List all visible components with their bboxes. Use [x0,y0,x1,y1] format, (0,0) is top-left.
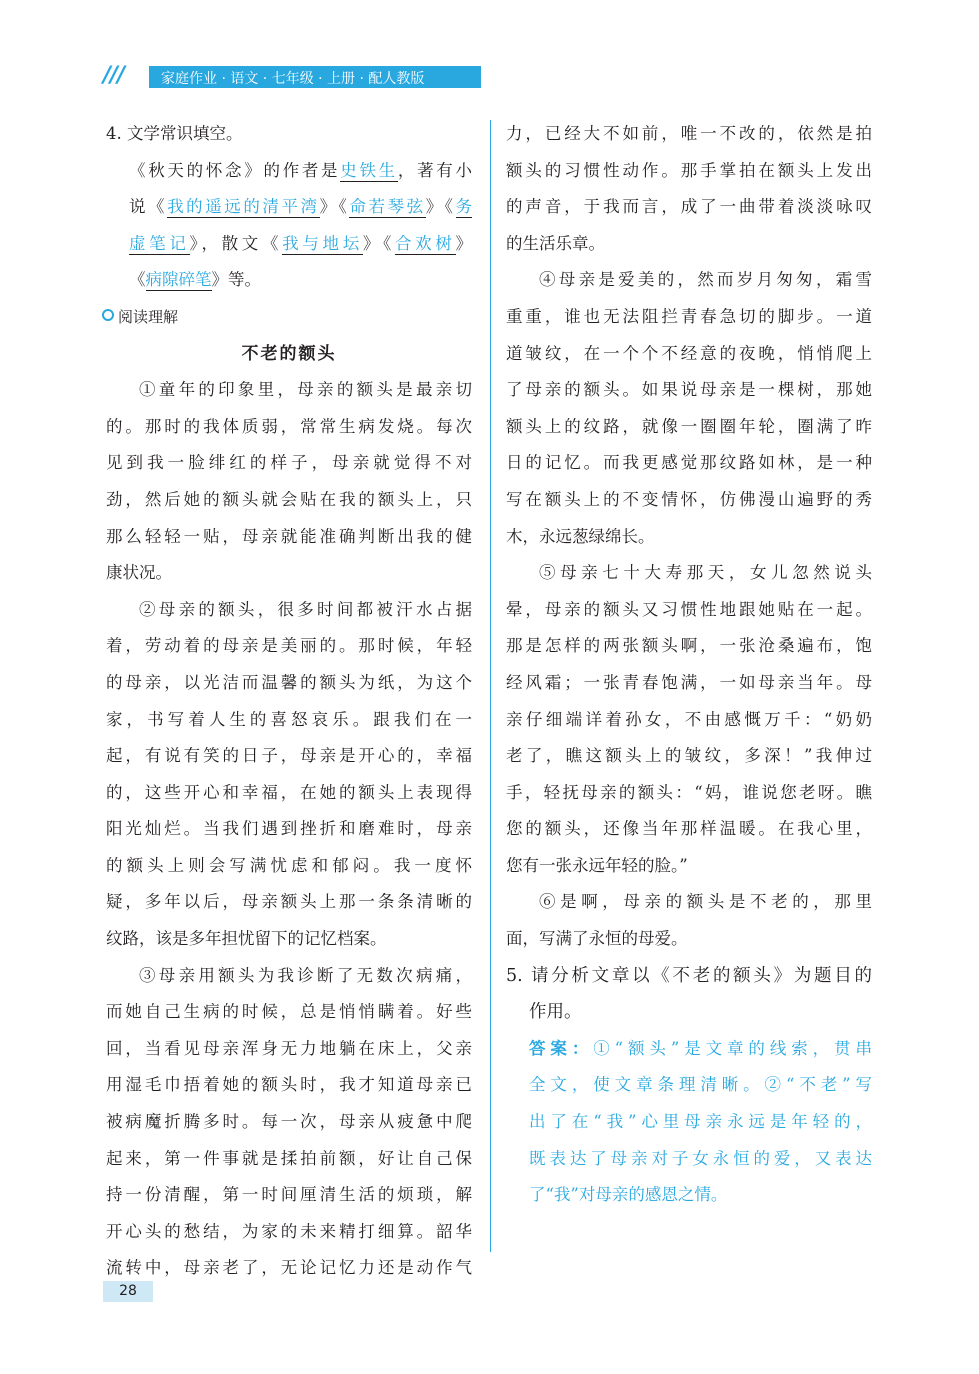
text-line: 疑，多年以后，母亲额头上那一条条清晰的 [106,892,472,912]
page-header [103,63,481,88]
text-line: 家，书写着人生的喜怒哀乐。跟我们在一 [106,709,472,729]
answer-novel-3: 务 [455,197,473,217]
text-line: 那么轻轻一贴，母亲就能准确判断出我的健 [106,526,472,546]
answer-line: 既表达了母亲对子女永恒的爱，又表达 [529,1148,872,1168]
text-line: 亲仔细端详着孙女，不由感慨万千：“奶奶 [506,709,872,729]
text-line: 经风霜；一张青春饱满，一如母亲当年。母 [506,672,872,692]
text-line: 用湿毛巾捂着她的额头时，我才知道母亲已 [106,1075,472,1095]
question-4-line: 《秋天的怀念》的作者是史铁生，著有小 [129,160,473,180]
right-column [506,116,872,1214]
text-line: ④母亲是爱美的，然而岁月匆匆，霜雪 [539,270,872,290]
text-line: 流转中，母亲老了，无论记忆力还是动作气 [106,1258,472,1278]
text-line: 您的额头，还像当年那样温暖。在我心里， [506,819,872,839]
text-line: 的生活乐章。 [506,233,605,253]
text-line: ②母亲的额头，很多时间都被汗水占据 [139,599,472,619]
text-line: 见到我一脸绯红的样子，母亲就觉得不对 [106,453,472,473]
text-line: 纹路，该是多年担忧留下的记忆档案 • • • •。 [106,921,472,958]
section-heading: 阅读理解 [106,299,472,336]
question-5-stem: 5. 请分析文章以《不老的额头》为题目的 [506,965,872,986]
text-line: 您有一张永远年轻的脸。” [506,855,688,875]
question-4-line: 《病隙碎笔》等。 [129,270,261,290]
text-line: 额头上的纹路，就像一圈圈年轮，圈满了昨 [506,416,872,436]
text-line: 被病魔折腾多时。每一次，母亲从疲惫中爬 [106,1112,472,1132]
header-title: 家庭作业 · 语文 · 七年级 · 上册 · 配人教版 [161,71,425,87]
text-line: ①童年的印象里，母亲的额头是最亲切 [139,380,472,400]
answer-label: 答案： [529,1038,594,1058]
text-line: 康状况。 [106,563,172,583]
text-line: 而她自己生病的时候，总是悄悄瞒着。好些 [106,1002,472,1022]
article-title: 不老的额头 [241,343,337,364]
text-line: 额头的习惯性动作。那手掌拍在额头上发出 [506,160,872,180]
text-line: 起来，第一件事就是揉拍前额，好让自己保 [106,1148,472,1168]
text-line: 道皱纹，在一个个不经意的夜晚，悄悄爬上 [506,343,872,363]
answer-essay-2: 合欢树 [395,233,456,253]
answer-author: 史铁生 [340,160,398,180]
text-line: 的声音，于我而言，成了一曲带着淡淡咏叹 [506,197,872,217]
page-number: 28 [103,1281,153,1302]
header-slashes: /// [103,63,125,88]
question-4-stem: 4. 文学常识填空。 [106,124,243,143]
answer-novel-3-cont: 虚笔记 [129,233,190,253]
text-line: ⑥是啊，母亲的额头是不老的，那里 [539,892,872,912]
text-line: 木，永远葱绿绵长。 [506,526,655,546]
text-line: ③母亲用额头为我诊断了无数次病痛， [139,965,472,985]
answer-essay-3: 病隙碎笔 [145,270,212,290]
text-line: 的母亲，以光洁而温馨的额头为纸，为这个 [106,672,472,692]
text-line: 起，有说有笑的日子，母亲是开心的，幸福 [106,746,472,766]
answer-line: 出了在“我”心里母亲永远是年轻的， [529,1112,872,1132]
answer-line: 答案：①“额头”是文章的线索，贯串 [529,1038,873,1058]
answer-line: 了“我”对母亲的感恩之情。 [529,1185,728,1205]
text-line: 的额头上则会写满忧虑和郁闷。我一度怀 [106,855,472,875]
text-line: 面，写满了永恒的母爱。 [506,929,688,949]
emphasized-phrase: 记忆档案 • • • • [304,929,370,948]
question-5-stem-cont: 作用。 [529,1002,582,1023]
answer-novel-2: 命若琴弦 [349,197,426,217]
text-line: 持一份清醒，第一时间厘清生活的烦琐，解 [106,1185,472,1205]
question-4-line: 说《我的遥远的清平湾》《命若琴弦》《务 [129,197,473,217]
text-line: 手，轻抚母亲的额头：“妈，谁说您老呀。瞧 [506,782,872,802]
left-column [106,116,472,1287]
text-line: 劲，然后她的额头就会贴在我的额头上，只 [106,489,472,509]
question-4-line: 虚笔记》，散文《我与地坛》《合欢树》 [129,233,473,253]
text-line: 回，当看见母亲浑身无力地躺在床上，父亲 [106,1038,472,1058]
text-line: 开心头的愁结，为家的未来精打细算。韶华 [106,1221,472,1241]
text-line: 晕，母亲的额头又习惯性地跟她贴在一起。 [506,599,872,619]
text-line: 写在额头上的不变情怀，仿佛漫山遍野的秀 [506,489,872,509]
text-line: 力，已经大不如前，唯一不改的，依然是拍 [506,124,872,143]
answer-essay-1: 我与地坛 [282,233,363,253]
text-line: 着，劳动着的母亲是美丽的。那时候，年轻 [106,636,472,656]
text-line: 那是怎样的两张额头啊，一张沧桑遍布，饱 [506,636,872,656]
text-line: 老了，瞧这额头上的皱纹，多深！”我伸过 [506,746,872,766]
text-line: ⑤母亲七十大寿那天，女儿忽然说头 [539,563,872,583]
circle-icon [102,309,114,321]
answer-novel-1: 我的遥远的清平湾 [167,197,320,217]
text-line: 了母亲的额头。如果说母亲是一棵树，那她 [506,380,872,400]
column-divider [490,120,491,1252]
text-line: 重重，谁也无法阻拦青春急切的脚步。一道 [506,306,872,326]
text-line: 的。那时的我体质弱，常常生病发烧。每次 [106,416,472,436]
text-line: 日的记忆。而我更感觉那纹路如林，是一种 [506,453,872,473]
text-line: 的，这些开心和幸福，在她的额头上表现得 [106,782,472,802]
answer-line: 全文，使文章条理清晰。②“不老”写 [529,1075,872,1095]
text-line: 阳光灿烂。当我们遇到挫折和磨难时，母亲 [106,819,472,839]
